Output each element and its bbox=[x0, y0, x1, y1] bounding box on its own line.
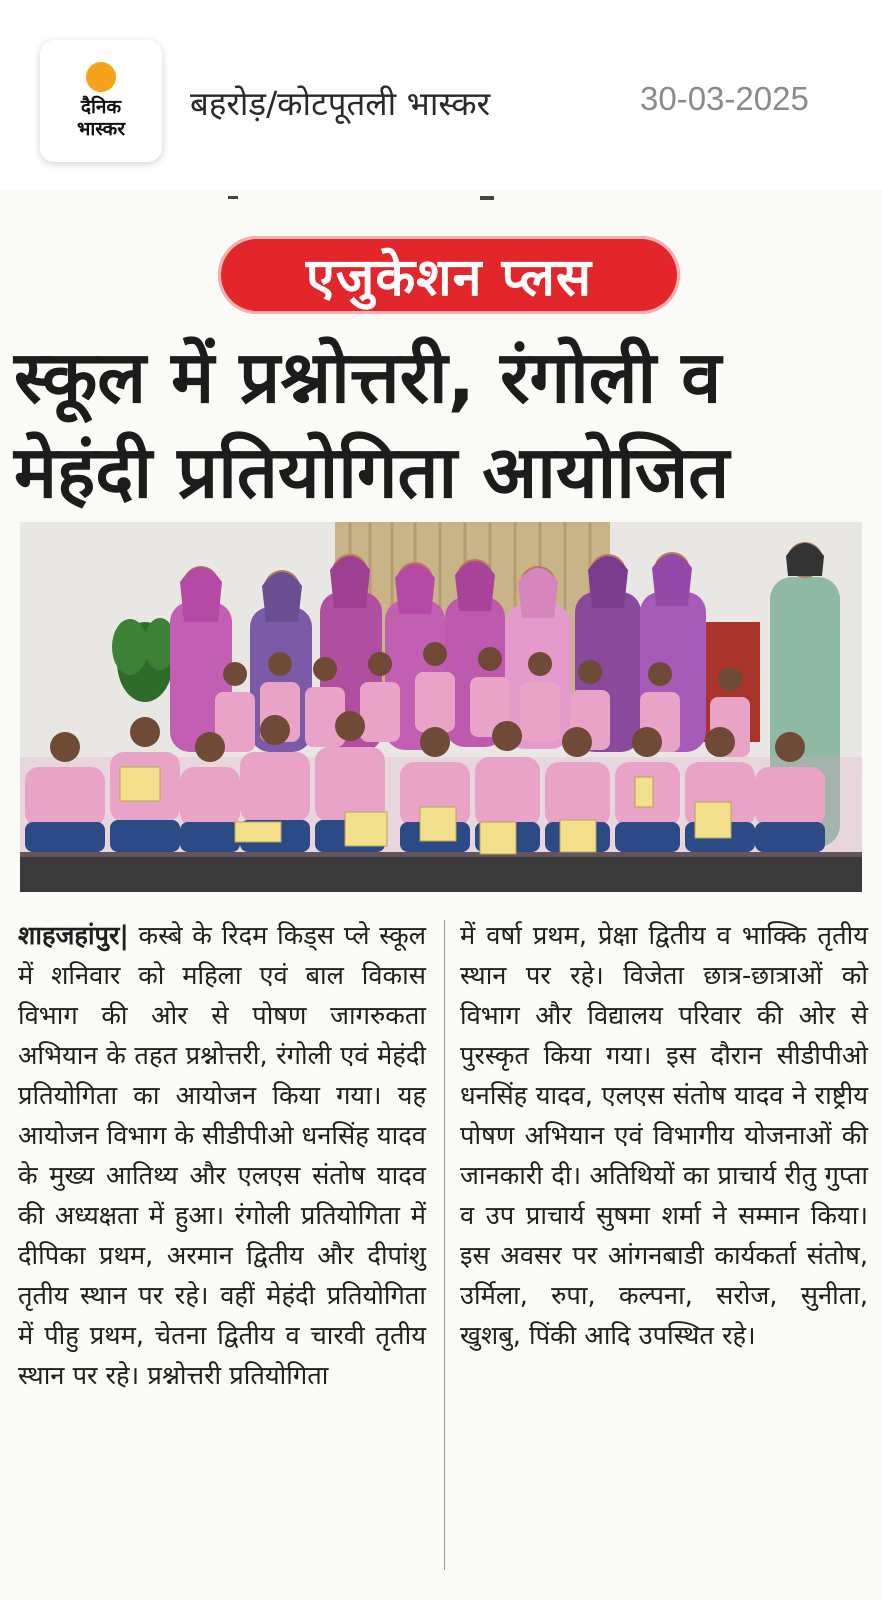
headline-line-1: स्कूल में प्रश्नोत्तरी, रंगोली व bbox=[14, 335, 722, 419]
article-body bbox=[14, 916, 872, 1586]
group-photo-illustration bbox=[20, 522, 862, 892]
group-photo bbox=[20, 522, 862, 892]
body-left-text: कस्बे के रिदम किड्स प्ले स्कूल में शनिवार को महिला एवं बाल विकास विभाग की ओर से पोषण जागरुकता अभियान के तहत प्रश्नोत्तरी, रंगोली एवं मेहंदी प्रतियोगिता का आयोजन किया गया। यह आयोजन विभाग के सीडीपीओ धनसिंह यादव के मुख्य आतिथ्य और एलएस संतोष यादव की अध्यक्षता में हुआ। रंगोली प्रतियोगिता में दीपिका प्रथम, अरमान द्वितीय और दीपांशु तृतीय स्थान पर रहे। वहीं मेहंदी प्रतियोगिता में पीहु प्रथम, चेतना द्वितीय व चारवी तृतीय स्थान पर रहे। प्रश्नोत्तरी प्रतियोगिता bbox=[18, 921, 426, 1391]
section-label-text: एजुकेशन प्लस bbox=[306, 247, 592, 308]
body-right-text: में वर्षा प्रथम, प्रेक्षा द्वितीय व भाक्कि तृतीय स्थान पर रहे। विजेता छात्र-छात्राओं को विभाग और विद्यालय परिवार की ओर से पुरस्कृत किया गया। इस दौरान सीडीपीओ धनसिंह यादव, एलएस संतोष यादव ने राष्ट्रीय पोषण अभियान एवं विभागीय योजनाओं की जानकारी दी। अतिथियों का प्राचार्य रीतु गुप्ता व उप प्राचार्य सुषमा शर्मा ने सम्मान किया। इस अवसर पर आंगनबाडी कार्यकर्ता संतोष, उर्मिला, रुपा, कल्पना, सरोज, सुनीता, खुशबु, पिंकी आदि उपस्थित रहे। bbox=[460, 921, 868, 1351]
edition-title: बहरोड़/कोटपूतली भास्कर bbox=[190, 84, 491, 123]
article-column-left bbox=[18, 916, 426, 1396]
headline-line-2: मेहंदी प्रतियोगिता आयोजित bbox=[14, 430, 730, 514]
edition-date: 30-03-2025 bbox=[640, 80, 809, 117]
section-label bbox=[218, 236, 680, 314]
dateline: शाहजहांपुर| bbox=[18, 921, 129, 951]
top-rule-decoration bbox=[0, 195, 882, 201]
logo-text-line2: भास्कर bbox=[76, 118, 126, 140]
sun-icon bbox=[86, 62, 116, 92]
article-column-right bbox=[460, 916, 868, 1356]
dainik-bhaskar-logo[interactable] bbox=[40, 40, 162, 162]
article-headline bbox=[14, 330, 870, 520]
logo-text-line1: दैनिक bbox=[80, 96, 122, 118]
app-header bbox=[0, 0, 882, 190]
newspaper-clipping bbox=[0, 190, 882, 1600]
column-divider bbox=[444, 920, 445, 1570]
